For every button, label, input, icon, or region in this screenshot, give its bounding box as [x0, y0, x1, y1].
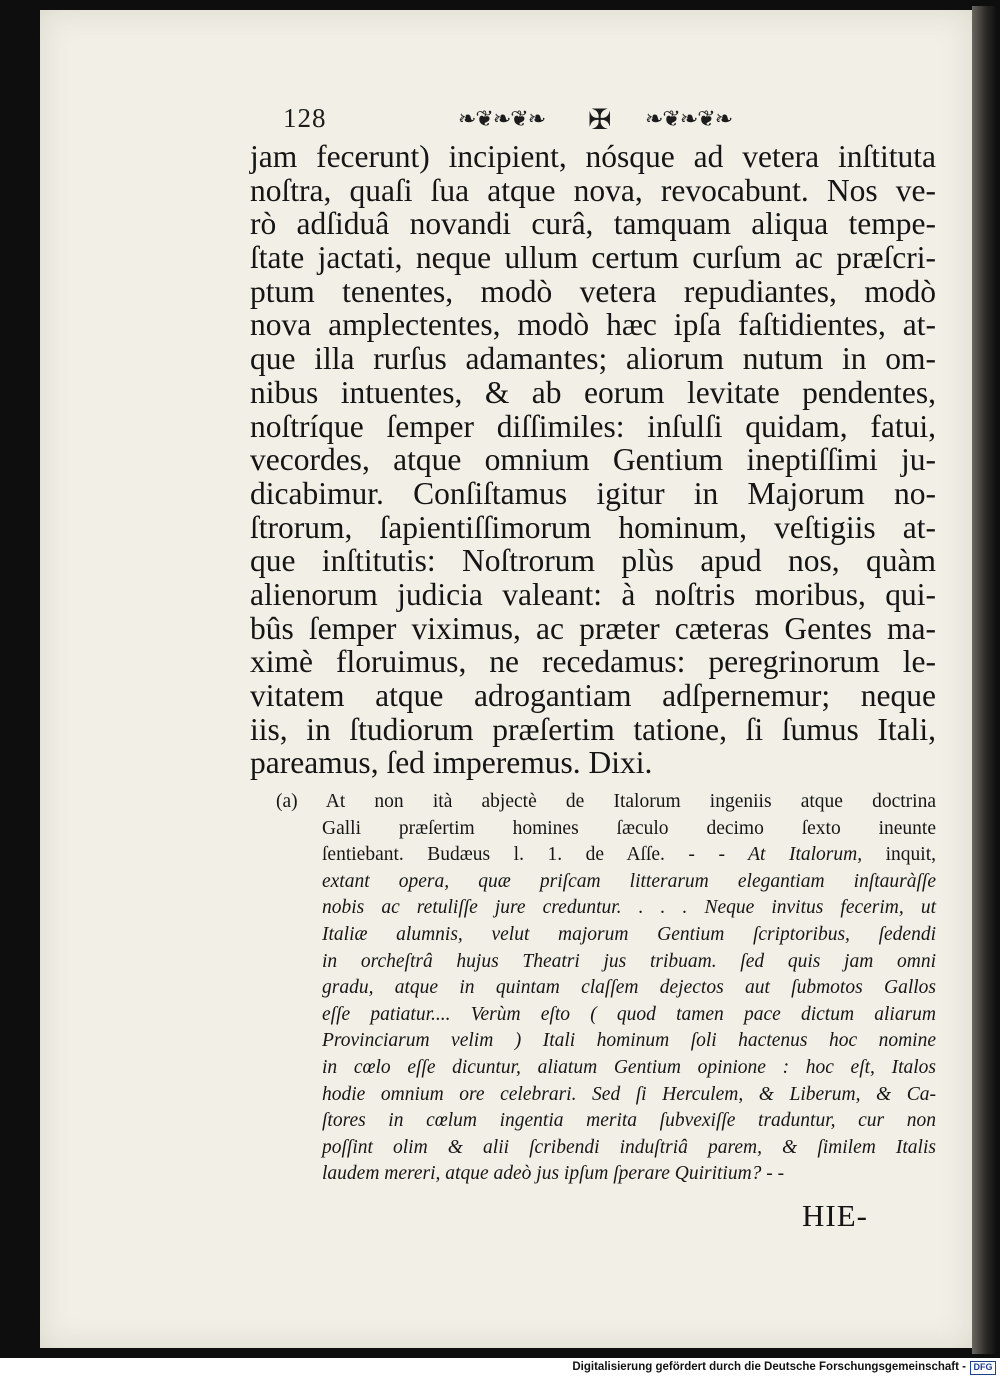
footnote-roman-text: inquit, [862, 844, 936, 866]
footnote-line [276, 975, 936, 1002]
text-line: iis, in ſtudiorum præſertim tatione, ſi ſumus Itali, [250, 711, 936, 747]
footnote-italic-text: hodie omnium ore celebrari. Sed ſi Herculem, & Liberum, & Ca- [322, 1083, 936, 1105]
footnote-italic-text: Italiæ alumnis, velut majorum Gentium ſcriptoribus, ſedendi [322, 923, 936, 945]
text-line: pareamus, ſed imperemus. Dixi. [250, 745, 653, 781]
dfg-logo-icon: DFG [970, 1361, 996, 1375]
text-line: alienorum judicia valeant: à noſtris moribus, qui- [250, 576, 936, 612]
main-text [250, 140, 936, 780]
text-line: noſtra, quaſi ſua atque nova, revocabunt. Nos ve- [250, 172, 936, 208]
footnote-roman-text: At non ità abjectè de Italorum ingeniis atque doctrina [325, 791, 936, 812]
footnote-line [276, 922, 936, 949]
text-line: jam fecerunt) incipient, nósque ad vetera inſtituta [250, 139, 936, 174]
footnote-italic-text: Provinciarum velim ) Itali hominum ſoli hactenus hoc nomine [322, 1030, 936, 1052]
cross-ornament-icon: ✠ [588, 103, 611, 136]
text-line: ximè floruimus, ne recedamus: peregrinorum le- [250, 644, 936, 680]
footnote-line [276, 1108, 936, 1135]
text-line: que inſtitutis: Noſtrorum plùs apud nos, quàm [250, 543, 936, 579]
text-line: vitatem atque adrogantiam adſpernemur; neque [250, 678, 936, 713]
footnote-line [276, 869, 936, 896]
footnote-line [276, 1135, 936, 1162]
book-edge [972, 6, 996, 1354]
text-line: bûs ſemper viximus, ac præter cæteras Gentes ma- [250, 610, 936, 646]
footnote [276, 789, 936, 1188]
footnote-line [276, 842, 936, 869]
text-line: nibus intuentes, & ab eorum levitate pendentes, [250, 374, 936, 410]
footnote-italic-text: eſſe patiatur.... Verùm eſto ( quod tamen pace dictum aliarum [322, 1003, 936, 1025]
footnote-line [276, 1082, 936, 1109]
text-line: ſtate jactati, neque ullum certum curſum ac præſcri- [250, 240, 936, 276]
footnote-italic-text: ſtores in cœlum ingentia merita ſubvexiſſe traduntur, cur non [322, 1110, 936, 1132]
text-line: que illa rurſus adamantes; aliorum nutum in om- [250, 341, 936, 377]
text-line: noſtríque ſemper diſſimiles: inſulſi quidam, fatui, [250, 408, 936, 444]
footnote-line [276, 1028, 936, 1055]
footnote-italic-text: gradu, atque in quintam claſſem dejectos aut ſubmotos Gallos [322, 977, 936, 999]
footnote-italic-text: in orcheſtrâ hujus Theatri jus tribuam. ſed quis jam omni [322, 950, 936, 972]
text-line: nova amplectentes, modò hæc ipſa faſtidientes, at- [250, 307, 936, 343]
footnote-line [276, 816, 936, 843]
footnote-line [276, 1055, 936, 1082]
footnote-italic-text: in cœlo eſſe dicuntur, aliatum Gentium opinione : hoc eſt, Italos [322, 1056, 936, 1078]
text-line: rò adſiduâ novandi curâ, tamquam aliqua tempe- [250, 206, 936, 242]
footnote-line [276, 789, 936, 816]
footnote-line [276, 1002, 936, 1029]
footnote-roman-text: Galli præſertim homines ſæculo decimo ſexto ineunte [322, 817, 936, 839]
footnote-italic-text: nobis ac retuliſſe jure creduntur. . . . Neque invitus fecerim, ut [322, 897, 936, 919]
footnote-roman-text: ſentiebant. Budæus l. 1. de Aſſe. - - [322, 844, 725, 866]
text-line: ſtrorum, ſapientiſſimorum hominum, veſtigiis at- [250, 509, 936, 545]
footnote-line [276, 949, 936, 976]
footnote-italic-text: extant opera, quæ priſcam litterarum elegantiam inſtauràſſe [322, 870, 936, 892]
text-line: dicabimur. Conſiſtamus igitur in Majorum no- [250, 475, 936, 511]
footnote-italic-text: At Italorum, [724, 844, 863, 866]
digitization-footer [0, 1358, 1000, 1380]
footnote-italic-text: laudem mereri, atque adeò jus ipſum ſperare Quiritium? - - [322, 1163, 785, 1185]
text-line: ptum tenentes, modò vetera repudiantes, modò [250, 273, 936, 309]
ornament-right-icon: ❧❦❧❦❧ [645, 107, 733, 132]
page-number: 128 [283, 103, 327, 133]
footer-credit: Digitalisierung gefördert durch die Deutsche Forschungsgemeinschaft - [572, 1361, 966, 1373]
footnote-line [276, 1161, 936, 1188]
ornament-left-icon: ❧❦❧❦❧ [458, 107, 546, 132]
text-line: vecordes, atque omnium Gentium ineptiſſimi ju- [250, 442, 936, 478]
footnote-line [276, 895, 936, 922]
running-head [283, 101, 753, 141]
footnote-italic-text: poſſint olim & alii ſcribendi induſtriâ parem, & ſimilem Italis [322, 1136, 936, 1158]
catchword: HIE- [802, 1198, 868, 1233]
footnote-marker: (a) [276, 791, 298, 812]
